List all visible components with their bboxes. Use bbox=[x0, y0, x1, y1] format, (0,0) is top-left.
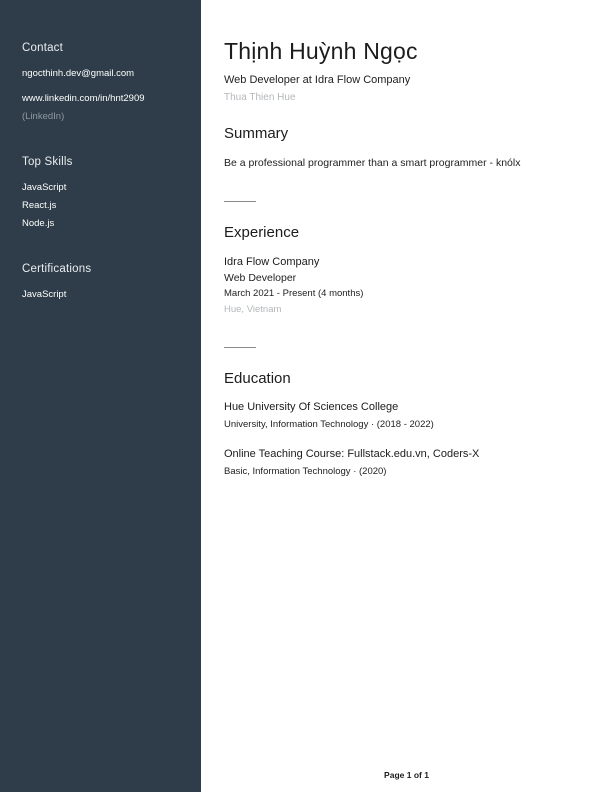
certifications-section bbox=[22, 263, 183, 304]
experience-entry bbox=[224, 255, 582, 317]
school-name: Hue University Of Sciences College bbox=[224, 401, 399, 413]
linkedin-label: (LinkedIn) bbox=[22, 111, 65, 122]
education-entry bbox=[224, 401, 582, 430]
headline: Web Developer at Idra Flow Company bbox=[224, 74, 411, 86]
page-number: Page 1 of 1 bbox=[384, 770, 429, 780]
education-detail: University, Information Technology · (2018 - 2022) bbox=[224, 419, 434, 430]
summary-section bbox=[224, 125, 582, 171]
school-name: Online Teaching Course: Fullstack.edu.vn, Coders-X bbox=[224, 448, 480, 460]
contact-section bbox=[22, 42, 183, 126]
experience-section bbox=[224, 224, 582, 317]
education-entry bbox=[224, 448, 582, 477]
certifications-heading: Certifications bbox=[22, 263, 92, 275]
company-name: Idra Flow Company bbox=[224, 256, 320, 268]
experience-heading: Experience bbox=[224, 224, 300, 241]
top-skills-section bbox=[22, 156, 183, 233]
education-detail: Basic, Information Technology · (2020) bbox=[224, 466, 387, 477]
job-title: Web Developer bbox=[224, 271, 297, 284]
contact-email-link[interactable]: ngocthinh.dev@gmail.com bbox=[22, 68, 135, 79]
certification-item: JavaScript bbox=[22, 289, 67, 300]
top-skills-heading: Top Skills bbox=[22, 156, 73, 168]
job-dates: March 2021 - Present (4 months) bbox=[224, 288, 364, 299]
skill-item: React.js bbox=[22, 200, 57, 211]
contact-heading: Contact bbox=[22, 42, 64, 54]
section-divider bbox=[224, 201, 256, 202]
linkedin-link[interactable]: www.linkedin.com/in/hnt2909 bbox=[22, 93, 145, 104]
education-section bbox=[224, 370, 582, 477]
skill-item: JavaScript bbox=[22, 182, 67, 193]
summary-text: Be a professional programmer than a smart programmer - knólx bbox=[224, 157, 521, 169]
sidebar bbox=[0, 0, 201, 792]
person-name: Thịnh Huỳnh Ngọc bbox=[224, 38, 418, 64]
section-divider bbox=[224, 347, 256, 348]
skill-item: Node.js bbox=[22, 218, 55, 229]
main-content bbox=[201, 0, 612, 792]
job-location: Hue, Vietnam bbox=[224, 303, 282, 315]
summary-heading: Summary bbox=[224, 125, 289, 142]
education-heading: Education bbox=[224, 370, 291, 387]
location: Thua Thien Hue bbox=[224, 92, 296, 103]
